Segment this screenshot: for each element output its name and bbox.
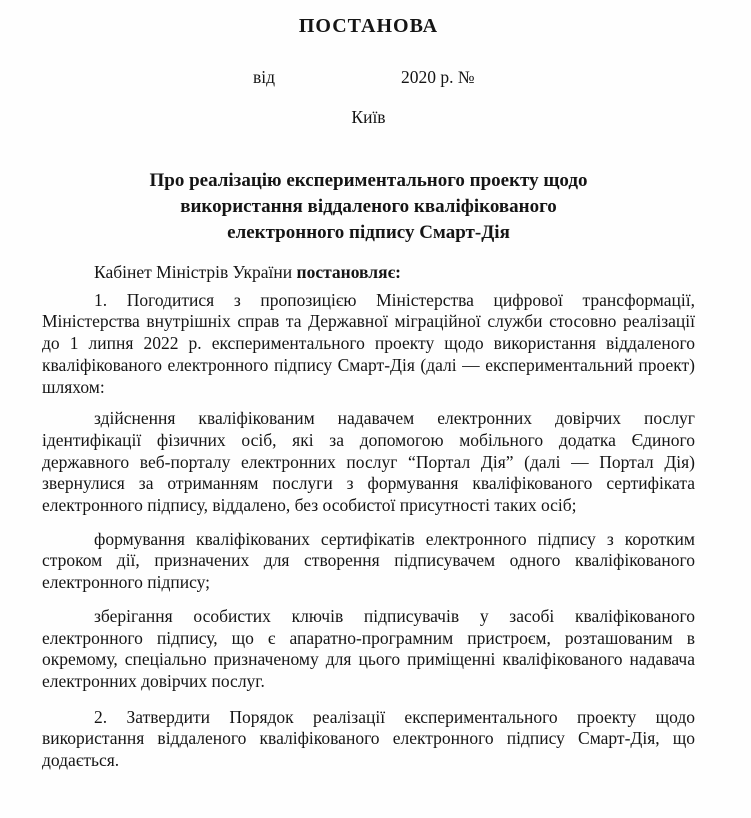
date-number-label: 2020 р. № [401, 67, 475, 87]
date-prefix-label: від [253, 67, 276, 87]
preamble-lead: Кабінет Міністрів України [94, 262, 297, 282]
doc-title-line-3: електронного підпису Смарт-Дія [227, 222, 510, 243]
paragraph-2: здійснення кваліфікованим надавачем електронних довірчих послуг ідентифікації фізичних осіб, які за допомогою мобільного додатка Єдиного державного веб-порталу електронних послуг “Портал Дія” (далі — Портал Дія) звернулися за отриманням послуги з формування кваліфікованого сертифіката електронного підпису, віддалено, без особистої присутності таких осіб; [42, 408, 695, 516]
preamble-verb: постановляє: [296, 262, 401, 282]
preamble [42, 262, 695, 284]
paragraph-3: формування кваліфікованих сертифікатів електронного підпису з коротким строком дії, призначених для створення підписувачем одного кваліфікованого електронного підпису; [42, 528, 695, 593]
city-line: Київ [351, 107, 386, 127]
paragraph-4: зберігання особистих ключів підписувачів у засобі кваліфікованого електронного підпису, що є апаратно-програмним пристроєм, розташованим в окремому, спеціально призначеному для цього приміщенні кваліфікованого надавача електронних довірчих послуг. [42, 605, 695, 691]
paragraph-1: 1. Погодитися з пропозицією Міністерства цифрової трансформації, Міністерства внутрішніх справ та Державної міграційної служби стосовно реалізації до 1 липня 2022 р. експериментального проекту щодо використання віддаленого кваліфікованого електронного підпису Смарт-Дія (далі — експериментальний проект) шляхом: [42, 289, 695, 397]
doc-type-heading: ПОСТАНОВА [298, 15, 439, 37]
paragraph-5: 2. Затвердити Порядок реалізації експериментального проекту щодо використання віддаленого кваліфікованого електронного підпису Смарт-Дія, що додається. [42, 706, 695, 771]
date-line [42, 66, 695, 88]
doc-title [42, 168, 695, 246]
doc-title-line-1: Про реалізацію експериментального проекту щодо [149, 170, 588, 191]
doc-title-line-2: використання віддаленого кваліфікованого [180, 196, 557, 217]
